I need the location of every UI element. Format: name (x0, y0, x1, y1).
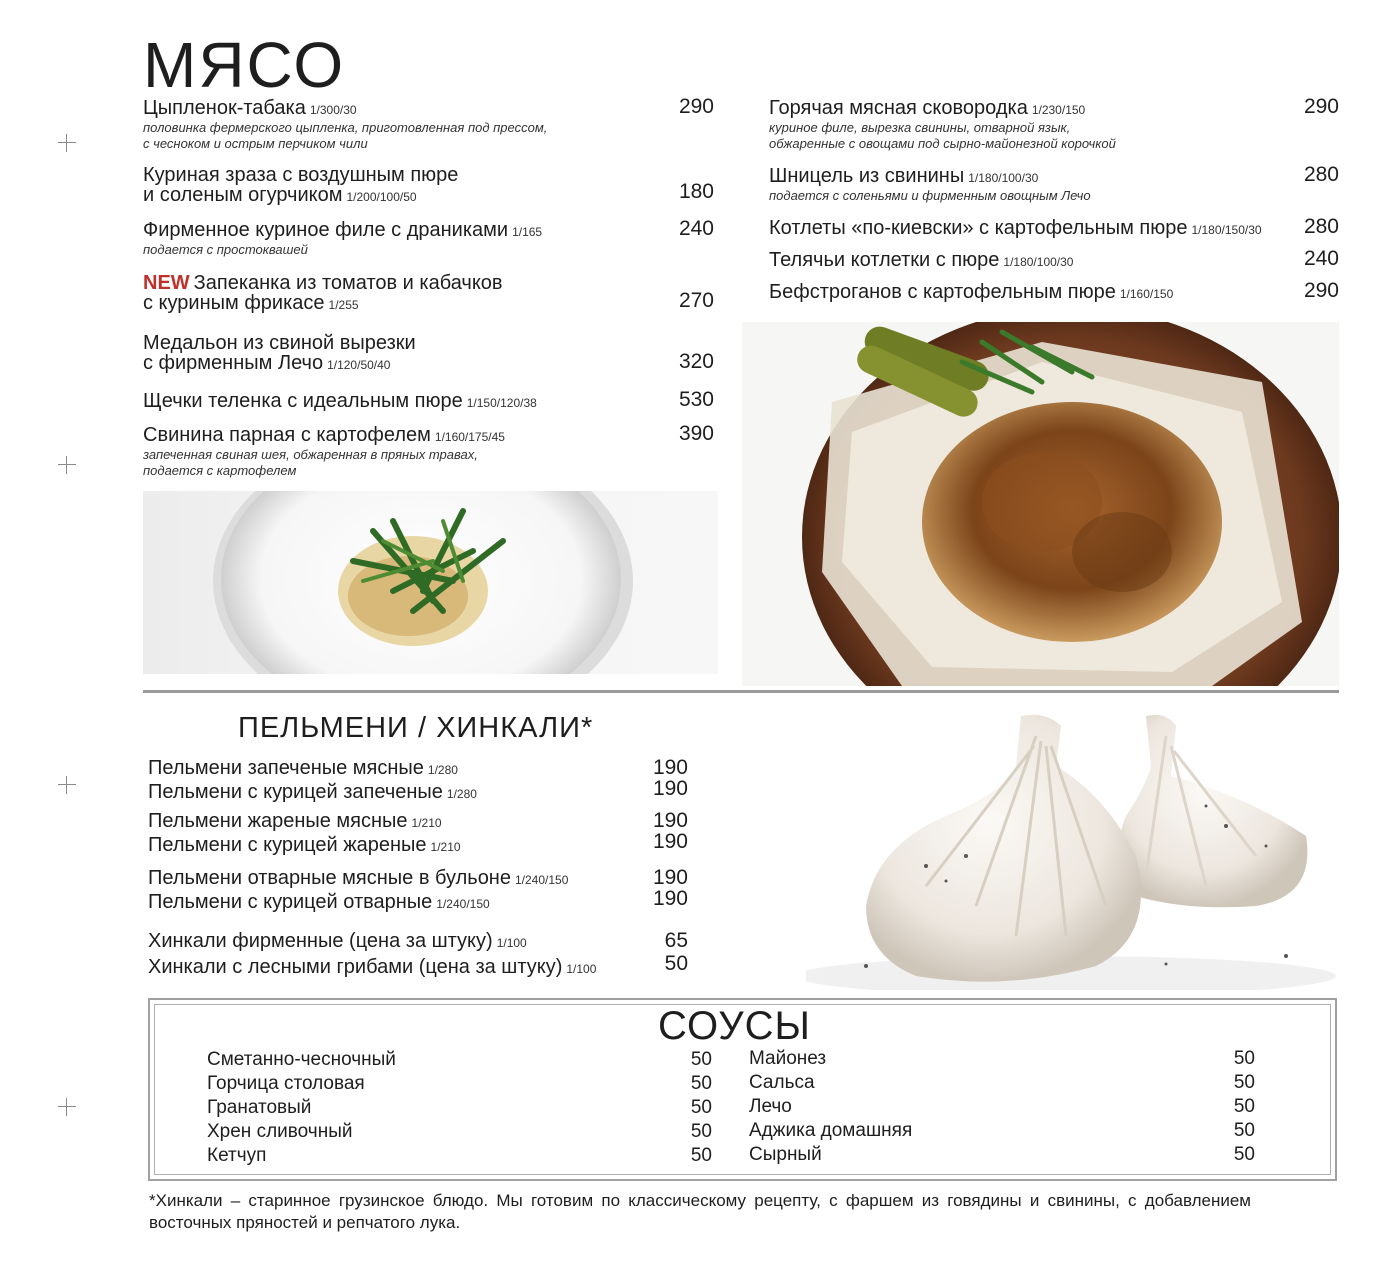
sauce-name: Майонез (749, 1048, 827, 1069)
item-name: с куриным фрикасе (143, 292, 325, 314)
sauce-price: 50 (1233, 1096, 1255, 1117)
dish-photo-medallion (143, 491, 718, 674)
sauce-name: Хрен сливочный (207, 1121, 353, 1142)
item-price: 280 (1303, 163, 1339, 186)
item-portion: 1/200/100/50 (346, 190, 417, 204)
menu-item (769, 218, 1262, 240)
sauce-price: 50 (690, 1121, 712, 1142)
item-portion: 1/160/150 (1119, 287, 1174, 301)
sauce-price: 50 (1233, 1144, 1255, 1165)
meat-section-title: МЯСО (143, 29, 346, 101)
item-description: куриное филе, вырезка свинины, отварной язык, (769, 120, 1071, 135)
item-portion: 1/230/150 (1031, 103, 1086, 117)
menu-item (769, 166, 1091, 204)
item-name: с фирменным Лечо (143, 352, 324, 374)
item-description: подается с картофелем (143, 463, 297, 478)
item-description: с чесноком и острым перчиком чили (143, 136, 368, 151)
menu-item (143, 425, 505, 479)
item-name: Хинкали фирменные (цена за штуку) (148, 930, 493, 952)
sauce-name: Гранатовый (207, 1097, 312, 1118)
menu-item (769, 250, 1073, 272)
dish-photo-chicken-tabaka (742, 322, 1339, 686)
item-portion: 1/180/100/30 (1003, 255, 1074, 269)
sauce-price: 50 (1233, 1120, 1255, 1141)
sauce-name: Сальса (749, 1072, 815, 1093)
item-price: 50 (664, 952, 688, 975)
khinkali-footnote: *Хинкали – старинное грузинское блюдо. Мы готовим по классическому рецепту, с фаршем из говядины и свинины, с добавлением восточных пряностей и репчатого лука. (149, 1191, 1251, 1232)
item-price: 240 (678, 217, 714, 240)
item-name: Свинина парная с картофелем (143, 424, 431, 446)
item-price: 190 (652, 830, 688, 853)
menu-item (148, 810, 461, 858)
item-portion: 1/240/150 (436, 897, 490, 911)
item-description: подается с соленьями и фирменным овощным Лечо (769, 188, 1091, 203)
new-badge: NEW (143, 272, 190, 294)
item-name: Пельмени с курицей отварные (148, 891, 433, 913)
dish-photo-khinkali (806, 706, 1339, 990)
item-price: 290 (1303, 279, 1339, 302)
item-name: Пельмени отварные мясные в бульоне (148, 867, 511, 889)
menu-item (143, 333, 416, 375)
item-price: 65 (664, 929, 688, 952)
item-portion: 1/300/30 (309, 103, 357, 117)
item-name: Горячая мясная сковородка (769, 97, 1028, 119)
item-price: 530 (678, 388, 714, 411)
item-name: Цыпленок-табака (143, 97, 306, 119)
sauce-name: Горчица столовая (207, 1073, 365, 1094)
item-name: Пельмени жареные мясные (148, 810, 408, 832)
item-portion: 1/280 (427, 763, 458, 777)
section-divider (143, 690, 1339, 693)
crop-mark (58, 456, 76, 474)
item-price: 240 (1303, 247, 1339, 270)
item-name: Запеканка из томатов и кабачков (193, 272, 503, 294)
menu-item (143, 165, 458, 207)
item-portion: 1/210 (430, 840, 461, 854)
item-price: 190 (652, 866, 688, 889)
menu-item (148, 930, 596, 980)
item-price: 180 (678, 180, 714, 203)
sauce-price: 50 (690, 1097, 712, 1118)
item-portion: 1/180/150/30 (1191, 223, 1262, 237)
item-name: Пельмени запеченые мясные (148, 757, 424, 779)
item-name: и соленым огурчиком (143, 184, 343, 206)
item-price: 190 (652, 756, 688, 779)
item-portion: 1/180/100/30 (968, 171, 1039, 185)
sauce-price: 50 (1233, 1072, 1255, 1093)
item-price: 270 (678, 289, 714, 312)
item-price: 290 (678, 95, 714, 118)
item-price: 190 (652, 777, 688, 800)
menu-item (143, 220, 542, 258)
item-portion: 1/120/50/40 (327, 358, 391, 372)
item-name: Хинкали с лесными грибами (цена за штуку) (148, 956, 563, 978)
item-price: 280 (1303, 215, 1339, 238)
item-description: половинка фермерского цыпленка, приготовленная под прессом, (143, 120, 548, 135)
item-description: обжаренные с овощами под сырно-майонезной корочкой (769, 136, 1116, 151)
item-price: 390 (678, 422, 714, 445)
item-name: Пельмени с курицей жареные (148, 834, 427, 856)
menu-item (769, 98, 1116, 152)
item-name: Котлеты «по-киевски» с картофельным пюре (769, 217, 1188, 239)
sauce-price: 50 (690, 1049, 712, 1070)
sauce-price: 50 (690, 1145, 712, 1166)
crop-mark (58, 776, 76, 794)
item-price: 290 (1303, 95, 1339, 118)
menu-item (143, 98, 547, 152)
sauce-name: Сырный (749, 1144, 822, 1165)
menu-item (148, 757, 477, 805)
item-name: Телячьи котлетки с пюре (769, 249, 1000, 271)
dumplings-section-title: ПЕЛЬМЕНИ / ХИНКАЛИ* (238, 712, 594, 744)
item-description: запеченная свиная шея, обжаренная в пряных травах, (143, 447, 478, 462)
item-name: Медальон из свиной вырезки (143, 332, 416, 354)
sauce-price: 50 (1233, 1048, 1255, 1069)
sauce-price: 50 (690, 1073, 712, 1094)
item-price: 190 (652, 809, 688, 832)
menu-item (143, 391, 537, 413)
item-name: Бефстроганов с картофельным пюре (769, 281, 1116, 303)
item-name: Шницель из свинины (769, 165, 965, 187)
item-portion: 1/100 (496, 936, 527, 950)
sauce-name: Лечо (749, 1096, 792, 1117)
crop-mark (58, 1098, 76, 1116)
sauce-name: Аджика домашняя (749, 1120, 913, 1141)
sauce-name: Кетчуп (207, 1145, 267, 1166)
item-portion: 1/165 (512, 225, 543, 239)
item-portion: 1/160/175/45 (434, 430, 505, 444)
sauces-section-title: СОУСЫ (658, 1004, 811, 1048)
sauce-name: Сметанно-чесночный (207, 1049, 396, 1070)
item-name: Куриная зраза с воздушным пюре (143, 164, 459, 186)
item-name: Пельмени с курицей запеченые (148, 781, 443, 803)
item-portion: 1/150/120/38 (466, 396, 537, 410)
crop-mark (58, 134, 76, 152)
item-portion: 1/255 (328, 298, 359, 312)
menu-item (769, 282, 1173, 304)
item-price: 190 (652, 887, 688, 910)
item-portion: 1/240/150 (514, 873, 569, 887)
menu-item (143, 273, 503, 315)
item-description: подается с простоквашей (143, 242, 308, 257)
item-name: Щечки теленка с идеальным пюре (143, 390, 463, 412)
item-portion: 1/210 (411, 816, 442, 830)
item-portion: 1/100 (566, 962, 597, 976)
item-name: Фирменное куриное филе с драниками (143, 219, 509, 241)
item-portion: 1/280 (446, 787, 477, 801)
menu-item (148, 867, 568, 915)
item-price: 320 (678, 350, 714, 373)
